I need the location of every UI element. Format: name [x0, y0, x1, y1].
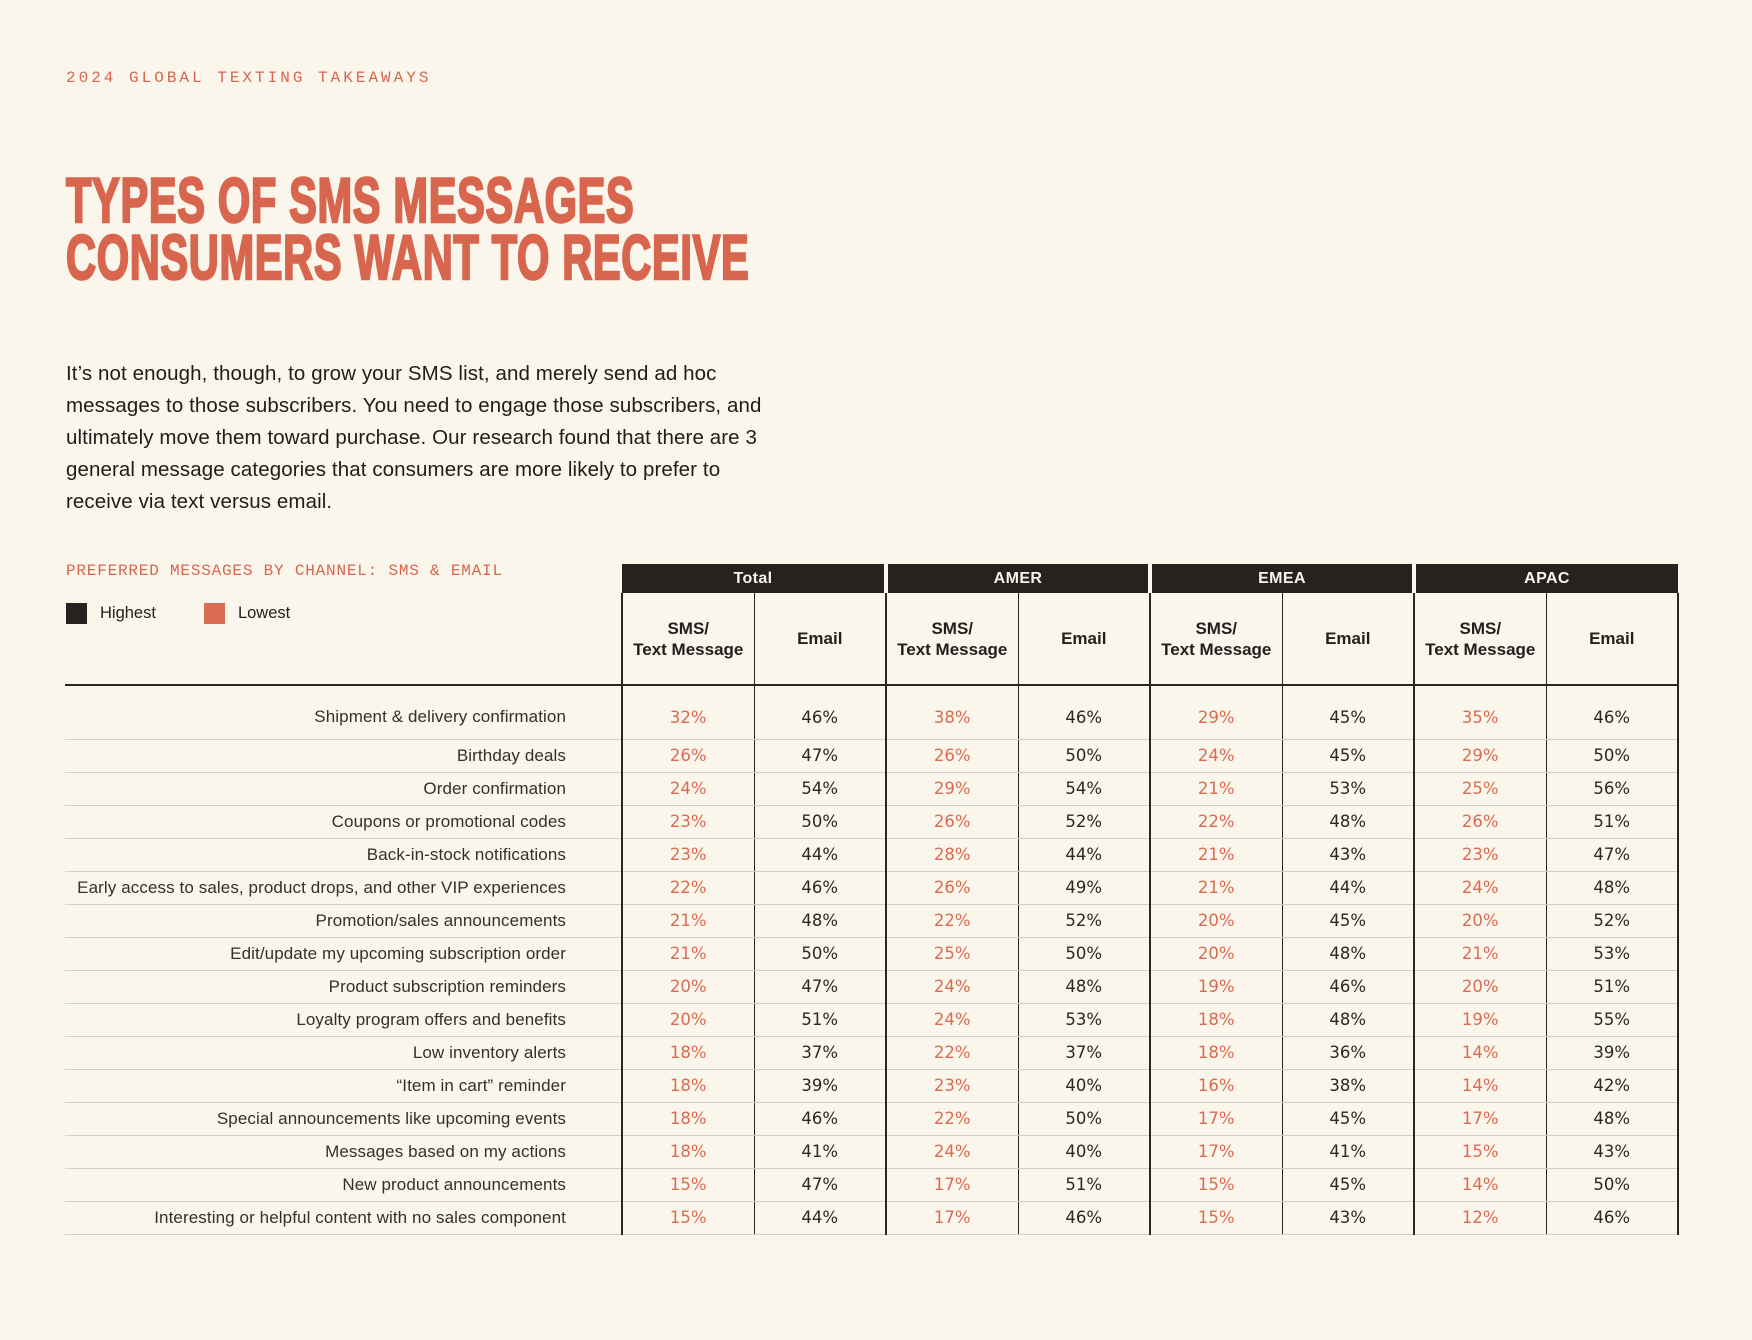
email-value-cell: 46% [754, 1102, 886, 1135]
col-header-apac-email: Email [1546, 593, 1678, 685]
email-value-cell: 50% [1018, 1102, 1150, 1135]
preferred-messages-table [65, 564, 1679, 1235]
sms-value-cell: 18% [1150, 1003, 1282, 1036]
col-header-apac-sms [1414, 593, 1546, 685]
email-value-cell: 47% [1546, 838, 1678, 871]
sms-value-cell: 32% [622, 685, 754, 739]
email-value-cell: 42% [1546, 1069, 1678, 1102]
sms-value-cell: 21% [622, 904, 754, 937]
sms-value-cell: 12% [1414, 1201, 1546, 1234]
sms-header-line: SMS/ [667, 618, 710, 638]
email-value-cell: 47% [754, 970, 886, 1003]
email-value-cell: 38% [1282, 1069, 1414, 1102]
email-value-cell: 48% [1546, 1102, 1678, 1135]
sms-value-cell: 35% [1414, 685, 1546, 739]
email-value-cell: 48% [1282, 805, 1414, 838]
preferred-messages-table-wrap [65, 564, 1679, 1235]
email-value-cell: 40% [1018, 1069, 1150, 1102]
email-value-cell: 50% [754, 937, 886, 970]
sms-value-cell: 22% [622, 871, 754, 904]
sms-value-cell: 18% [622, 1036, 754, 1069]
email-value-cell: 44% [1282, 871, 1414, 904]
sms-value-cell: 38% [886, 685, 1018, 739]
email-value-cell: 43% [1282, 838, 1414, 871]
row-label: Shipment & delivery confirmation [65, 685, 622, 739]
row-label: Coupons or promotional codes [65, 805, 622, 838]
row-label: Loyalty program offers and benefits [65, 1003, 622, 1036]
email-value-cell: 46% [1282, 970, 1414, 1003]
email-value-cell: 41% [1282, 1135, 1414, 1168]
sms-value-cell: 24% [886, 970, 1018, 1003]
email-value-cell: 51% [1546, 805, 1678, 838]
table-body [65, 685, 1678, 1234]
row-label: Promotion/sales announcements [65, 904, 622, 937]
table-row [65, 1003, 1678, 1036]
email-value-cell: 37% [754, 1036, 886, 1069]
email-value-cell: 36% [1282, 1036, 1414, 1069]
row-label: Special announcements like upcoming events [65, 1102, 622, 1135]
sms-value-cell: 25% [886, 937, 1018, 970]
email-value-cell: 53% [1546, 937, 1678, 970]
sms-value-cell: 26% [886, 871, 1018, 904]
page-title-line-1: TYPES OF SMS MESSAGES [66, 166, 635, 236]
col-header-total-sms [622, 593, 754, 685]
sms-value-cell: 21% [1150, 871, 1282, 904]
sms-value-cell: 22% [886, 1102, 1018, 1135]
sms-value-cell: 15% [1150, 1168, 1282, 1201]
email-value-cell: 51% [1546, 970, 1678, 1003]
sms-header-line: SMS/ [931, 618, 974, 638]
email-value-cell: 46% [1546, 685, 1678, 739]
sms-value-cell: 20% [1150, 904, 1282, 937]
row-label: New product announcements [65, 1168, 622, 1201]
table-row [65, 838, 1678, 871]
sms-value-cell: 21% [622, 937, 754, 970]
email-value-cell: 45% [1282, 904, 1414, 937]
label-column-spacer [65, 593, 622, 685]
sms-value-cell: 24% [622, 772, 754, 805]
sms-value-cell: 17% [886, 1168, 1018, 1201]
email-value-cell: 40% [1018, 1135, 1150, 1168]
col-header-amer-email: Email [1018, 593, 1150, 685]
email-value-cell: 51% [754, 1003, 886, 1036]
sms-value-cell: 17% [886, 1201, 1018, 1234]
table-row [65, 1168, 1678, 1201]
email-value-cell: 47% [754, 739, 886, 772]
group-header-apac: APAC [1414, 564, 1678, 593]
col-header-amer-sms [886, 593, 1018, 685]
row-label: Order confirmation [65, 772, 622, 805]
sms-value-cell: 26% [886, 805, 1018, 838]
legend-lowest-label: Lowest [237, 604, 291, 622]
email-value-cell: 43% [1546, 1135, 1678, 1168]
sms-value-cell: 18% [622, 1102, 754, 1135]
legend-highest-label: Highest [100, 604, 156, 622]
email-value-cell: 39% [1546, 1036, 1678, 1069]
row-label: Low inventory alerts [65, 1036, 622, 1069]
sms-value-cell: 26% [886, 739, 1018, 772]
sms-header-line: SMS/ [1195, 618, 1238, 638]
table-row [65, 772, 1678, 805]
sms-value-cell: 24% [1150, 739, 1282, 772]
email-value-cell: 52% [1018, 805, 1150, 838]
col-header-emea-sms [1150, 593, 1282, 685]
group-header-amer: AMER [886, 564, 1150, 593]
sms-header-line: Text Message [633, 639, 744, 659]
section-label: PREFERRED MESSAGES BY CHANNEL: SMS & EMAIL [66, 562, 503, 580]
email-value-cell: 55% [1546, 1003, 1678, 1036]
email-value-cell: 52% [1546, 904, 1678, 937]
sms-header-line: Text Message [1161, 639, 1272, 659]
group-header-emea: EMEA [1150, 564, 1414, 593]
sms-value-cell: 19% [1150, 970, 1282, 1003]
email-value-cell: 50% [1018, 739, 1150, 772]
sms-value-cell: 29% [1150, 685, 1282, 739]
table-row [65, 904, 1678, 937]
page-title-line-2: CONSUMERS WANT TO RECEIVE [66, 223, 750, 293]
sms-value-cell: 28% [886, 838, 1018, 871]
sms-value-cell: 15% [1150, 1201, 1282, 1234]
sms-value-cell: 15% [622, 1168, 754, 1201]
sms-value-cell: 20% [1414, 904, 1546, 937]
sms-value-cell: 21% [1414, 937, 1546, 970]
email-value-cell: 46% [1018, 1201, 1150, 1234]
email-value-cell: 44% [754, 838, 886, 871]
email-value-cell: 54% [754, 772, 886, 805]
email-value-cell: 56% [1546, 772, 1678, 805]
sms-header-line: Text Message [897, 639, 1008, 659]
sms-value-cell: 22% [886, 904, 1018, 937]
sms-value-cell: 26% [1414, 805, 1546, 838]
row-label: “Item in cart” reminder [65, 1069, 622, 1102]
sms-value-cell: 29% [1414, 739, 1546, 772]
sms-value-cell: 23% [886, 1069, 1018, 1102]
email-value-cell: 46% [754, 871, 886, 904]
email-value-cell: 41% [754, 1135, 886, 1168]
row-label: Interesting or helpful content with no sales component [65, 1201, 622, 1234]
table-row [65, 1201, 1678, 1234]
email-value-cell: 48% [1546, 871, 1678, 904]
email-value-cell: 48% [1282, 1003, 1414, 1036]
sms-value-cell: 24% [1414, 871, 1546, 904]
email-value-cell: 50% [754, 805, 886, 838]
email-value-cell: 48% [1282, 937, 1414, 970]
page-title [66, 166, 1101, 293]
table-row [65, 970, 1678, 1003]
email-value-cell: 50% [1018, 937, 1150, 970]
sms-value-cell: 21% [1150, 772, 1282, 805]
table-row [65, 805, 1678, 838]
sms-value-cell: 20% [622, 970, 754, 1003]
sms-value-cell: 15% [1414, 1135, 1546, 1168]
group-header-total: Total [622, 564, 886, 593]
sms-value-cell: 26% [622, 739, 754, 772]
sms-value-cell: 29% [886, 772, 1018, 805]
sms-value-cell: 20% [1414, 970, 1546, 1003]
email-value-cell: 49% [1018, 871, 1150, 904]
email-value-cell: 45% [1282, 739, 1414, 772]
sms-value-cell: 15% [622, 1201, 754, 1234]
sms-value-cell: 14% [1414, 1168, 1546, 1201]
sms-header-line: Text Message [1425, 639, 1536, 659]
report-eyebrow: 2024 GLOBAL TEXTING TAKEAWAYS [66, 69, 432, 87]
email-value-cell: 53% [1018, 1003, 1150, 1036]
col-header-emea-email: Email [1282, 593, 1414, 685]
email-value-cell: 48% [1018, 970, 1150, 1003]
sms-value-cell: 20% [622, 1003, 754, 1036]
sms-value-cell: 14% [1414, 1069, 1546, 1102]
email-value-cell: 51% [1018, 1168, 1150, 1201]
sms-value-cell: 25% [1414, 772, 1546, 805]
row-label: Product subscription reminders [65, 970, 622, 1003]
row-label: Back-in-stock notifications [65, 838, 622, 871]
email-value-cell: 43% [1282, 1201, 1414, 1234]
sms-value-cell: 22% [1150, 805, 1282, 838]
email-value-cell: 45% [1282, 1168, 1414, 1201]
email-value-cell: 48% [754, 904, 886, 937]
email-value-cell: 37% [1018, 1036, 1150, 1069]
col-header-total-email: Email [754, 593, 886, 685]
email-value-cell: 46% [754, 685, 886, 739]
sms-value-cell: 23% [622, 805, 754, 838]
email-value-cell: 47% [754, 1168, 886, 1201]
table-row [65, 871, 1678, 904]
row-label: Birthday deals [65, 739, 622, 772]
email-value-cell: 45% [1282, 1102, 1414, 1135]
row-label: Early access to sales, product drops, and other VIP experiences [65, 871, 622, 904]
table-row [65, 1135, 1678, 1168]
table-row [65, 1069, 1678, 1102]
sms-value-cell: 24% [886, 1003, 1018, 1036]
email-value-cell: 54% [1018, 772, 1150, 805]
sms-value-cell: 17% [1150, 1102, 1282, 1135]
sms-value-cell: 17% [1414, 1102, 1546, 1135]
email-value-cell: 44% [754, 1201, 886, 1234]
sms-value-cell: 20% [1150, 937, 1282, 970]
sms-value-cell: 17% [1150, 1135, 1282, 1168]
table-row [65, 1036, 1678, 1069]
label-column-spacer [65, 564, 622, 593]
sms-value-cell: 16% [1150, 1069, 1282, 1102]
sms-value-cell: 24% [886, 1135, 1018, 1168]
email-value-cell: 46% [1546, 1201, 1678, 1234]
sub-header-row [65, 593, 1678, 685]
email-value-cell: 39% [754, 1069, 886, 1102]
sms-value-cell: 21% [1150, 838, 1282, 871]
sms-value-cell: 19% [1414, 1003, 1546, 1036]
sms-value-cell: 22% [886, 1036, 1018, 1069]
email-value-cell: 45% [1282, 685, 1414, 739]
row-label: Messages based on my actions [65, 1135, 622, 1168]
email-value-cell: 50% [1546, 739, 1678, 772]
email-value-cell: 44% [1018, 838, 1150, 871]
table-row [65, 937, 1678, 970]
table-row [65, 739, 1678, 772]
sms-value-cell: 18% [622, 1069, 754, 1102]
intro-paragraph: It’s not enough, though, to grow your SMS list, and merely send ad hoc messages to those subscribers. You need to engage those subscribers, and ultimately move them toward purchase. Our research found that there are 3 general message categories that consumers are more likely to prefer to receive via text versus email. [66, 362, 762, 513]
group-header-row [65, 564, 1678, 593]
sms-value-cell: 23% [622, 838, 754, 871]
sms-value-cell: 14% [1414, 1036, 1546, 1069]
email-value-cell: 50% [1546, 1168, 1678, 1201]
table-row [65, 685, 1678, 739]
sms-header-line: SMS/ [1459, 618, 1502, 638]
email-value-cell: 52% [1018, 904, 1150, 937]
email-value-cell: 53% [1282, 772, 1414, 805]
email-value-cell: 46% [1018, 685, 1150, 739]
sms-value-cell: 18% [622, 1135, 754, 1168]
table-row [65, 1102, 1678, 1135]
row-label: Edit/update my upcoming subscription order [65, 937, 622, 970]
sms-value-cell: 23% [1414, 838, 1546, 871]
sms-value-cell: 18% [1150, 1036, 1282, 1069]
